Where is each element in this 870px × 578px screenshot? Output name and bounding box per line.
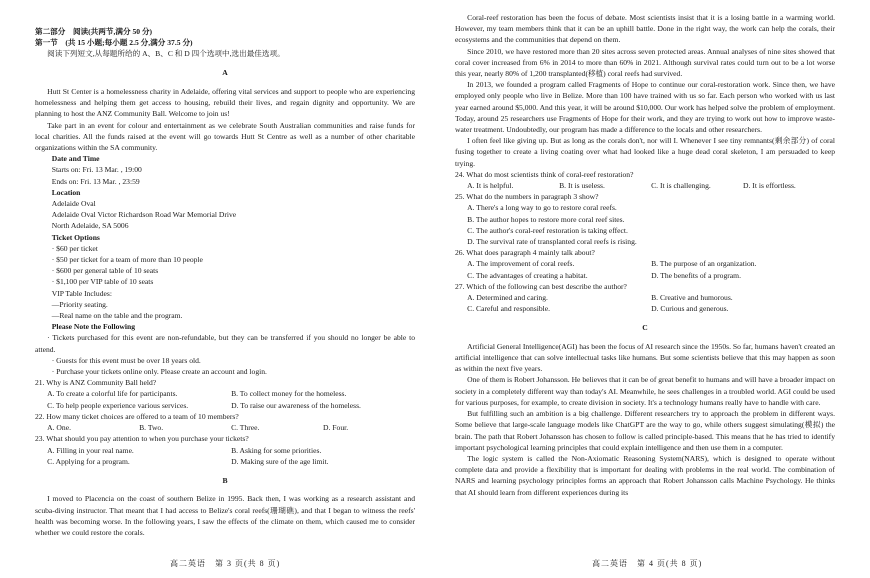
passage-a-paragraph-2: Take part in an event for colour and entertainment as we celebrate South Australian communities and raise funds for local charities. All the funds raised at the event will go towards Hutt St Centre as well as a number of other charitable organizations within the SA community.: [35, 120, 415, 153]
instructions: 阅读下列短文,从每题所给的 A、B、C 和 D 四个选项中,选出最佳选项。: [47, 49, 285, 59]
end-time: Ends on: Fri. 13 Mar. , 23:59: [51, 176, 140, 186]
option-25d: D. The survival rate of transplanted coral reefs is rising.: [467, 237, 637, 247]
question-27-options: [455, 292, 835, 314]
passage-c-label: C: [642, 323, 648, 333]
option-21b: B. To collect money for the homeless.: [231, 389, 347, 399]
option-23c: C. Applying for a program.: [47, 456, 130, 466]
right-column: [455, 12, 835, 498]
option-27d: D. Curious and generous.: [651, 304, 729, 314]
passage-a-paragraph-1: Hutt St Center is a homelessness charity in Adelaide, offering vital services and support to people who are experiencing homelessness and helping them get access to housing, rebuild their lives, and regain dignity and opportunity. We are planning to host the ANZ Community Ball. Welcome to join us!: [35, 87, 415, 119]
passage-b-paragraph-4: In 2013, we founded a program called Fragments of Hope to continue our coral-restoration work. Since then, we have employed only people who live in Belize. More than 100 have trained with us so far. Each person who worked with us last year earned around $5,000. And this year, it will be around $10,000. Our work has helped solve the problem of employment. Today, around 25 researchers use Fragments of Hope for their work, and they are trying to work out how to improve waste-water treatment. Undoubtedly, our program has made a difference to the locals and other researchers.: [455, 80, 835, 135]
location-line-1: Adelaide Oval: [51, 199, 96, 209]
note-heading: Please Note the Following: [51, 322, 136, 332]
option-26b: B. The purpose of an organization.: [651, 259, 757, 269]
option-22c: C. Three.: [231, 423, 260, 433]
passage-c-paragraph-3: But fulfilling such an ambition is a big challenge. Different researchers try to approach the problem in different ways. Some believe that large-scale language models like ChatGPT are the way to go, while others suggest simulating(模拟) the brain. The path that Robert Johansson has chosen to follow is called principle-based. This means that he has tried to identify important psychological learning principles that could explain intelligence and then use them in a computer.: [455, 409, 835, 452]
vip-item-1: —Priority seating.: [51, 299, 108, 309]
option-25a: A. There's a long way to go to restore coral reefs.: [467, 203, 617, 213]
question-24-options: [455, 180, 835, 191]
passage-c-paragraph-2: One of them is Robert Johansson. He believes that it can be of great benefit to humans and will have a broader impact on society in a completely different way than today's AI. Meanwhile, he sees challenges in a troubled world. AGI could be used for various purposes, for example, to create division in society. It's a technology humans really have to handle with care.: [455, 375, 835, 407]
date-time-heading: Date and Time: [51, 154, 100, 164]
section-title: 第二部分 阅读(共两节,满分 50 分): [35, 27, 153, 36]
question-26: 26. What does paragraph 4 mainly talk about?: [455, 248, 595, 258]
note-1: · Tickets purchased for this event are non-refundable, but they can be transferred if you should no longer be able to attend.: [35, 333, 415, 354]
ticket-option-1: · $60 per ticket: [51, 243, 98, 253]
passage-c-paragraph-4: The logic system is called the Non-Axiomatic Reasoning System(NARS), which is designed to operate without complete data and provide a flexibility that is important for dealing with problems in the real world. The combination of NARS and learning psychology principles forms an approach that Robert Johansson calls Machine Psychology. He thinks that AI should learn from different experiences during its: [455, 453, 835, 497]
option-24b: B. It is useless.: [559, 181, 605, 191]
option-22a: A. One.: [47, 423, 71, 433]
option-24c: C. It is challenging.: [651, 181, 711, 191]
passage-b-paragraph-1: I moved to Placencia on the coast of southern Belize in 1995. Back then, I was working as a research assistant and scuba-diving instructor. That meant that I had access to Belize's coral reefs(珊瑚礁), and that I began to witness the reefs' health was becoming worse. In the following years, I saw the effects of the climate on them, which caused me to consider whether we could restore the corals.: [35, 494, 415, 537]
ticket-option-4: · $1,100 per VIP table of 10 seats: [51, 277, 154, 287]
option-24d: D. It is effortless.: [743, 181, 796, 191]
option-25b: B. The author hopes to restore more coral reef sites.: [467, 214, 625, 224]
ticket-options-heading: Ticket Options: [51, 232, 100, 242]
passage-c-paragraph-1: Artificial General Intelligence(AGI) has been the focus of AI research since the 1950s. So far, humans haven't created an artificial intelligence that can solve intellectual tasks like humans. But some scientists believe that this may happen as soon as within the next five years.: [455, 341, 835, 374]
ticket-option-3: · $600 per general table of 10 seats: [51, 266, 159, 276]
location-heading: Location: [51, 187, 81, 197]
vip-heading: VIP Table Includes:: [51, 288, 112, 298]
option-26d: D. The benefits of a program.: [651, 270, 741, 280]
ticket-option-2: · $50 per ticket for a team of more than 10 people: [51, 255, 203, 265]
question-27: 27. Which of the following can best describe the author?: [455, 281, 627, 291]
option-27a: A. Determined and caring.: [467, 293, 548, 303]
option-23b: B. Asking for some priorities.: [231, 445, 322, 455]
question-22-options: [35, 422, 415, 433]
option-26c: C. The advantages of creating a habitat.: [467, 270, 588, 280]
subsection-title: 第一节 (共 15 小题;每小题 2.5 分,满分 37.5 分): [35, 38, 193, 48]
vip-item-2: —Real name on the table and the program.: [51, 311, 183, 321]
page-footer-right: 高二英语 第 4 页(共 8 页): [592, 559, 703, 568]
option-22d: D. Four.: [323, 423, 349, 433]
option-21d: D. To raise our awareness of the homeless.: [231, 400, 361, 410]
left-column: [35, 26, 415, 538]
page-footer-left: 高二英语 第 3 页(共 8 页): [170, 559, 281, 568]
option-24a: A. It is helpful.: [467, 181, 514, 191]
passage-a-label: A: [222, 68, 228, 78]
option-23d: D. Making sure of the age limit.: [231, 456, 329, 466]
location-line-3: North Adelaide, SA 5006: [51, 221, 129, 231]
passage-b-paragraph-3: Since 2010, we have restored more than 20 sites across seven protected areas. Annual analyses of nine sites showed that coral cover increased from 6% in 2014 to more than 60% in 2021. Although survival rates could turn out to be a lot worse this year, nearly 80% of 1,200 transplanted(移植) coral reefs had survived.: [455, 46, 835, 79]
question-22: 22. How many ticket choices are offered to a team of 10 members?: [35, 411, 239, 421]
passage-b-label: B: [222, 475, 228, 485]
option-27b: B. Creative and humorous.: [651, 293, 733, 303]
note-2: · Guests for this event must be over 18 years old.: [51, 355, 201, 365]
option-22b: B. Two.: [139, 423, 164, 433]
start-time: Starts on: Fri. 13 Mar. , 19:00: [51, 165, 142, 175]
question-24: 24. What do most scientists think of coral-reef restoration?: [455, 169, 634, 179]
option-21c: C. To help people experience various services.: [47, 400, 189, 410]
location-line-2: Adelaide Oval Victor Richardson Road War Memorial Drive: [51, 210, 237, 220]
question-25: 25. What do the numbers in paragraph 3 show?: [455, 192, 599, 202]
passage-b-paragraph-5: I often feel like giving up. But as long as the corals don't, nor will I. Whenever I see tiny remnants(剩余部分) of coral fusing together to create a living coating over what had looked like a huge dead coral skeleton, I am persuaded to keep trying.: [455, 136, 835, 168]
question-21: 21. Why is ANZ Community Ball held?: [35, 378, 157, 388]
passage-b-paragraph-2: Coral-reef restoration has been the focus of debate. Most scientists insist that it is a losing battle in a warming world. However, my team members think that it can be an uphill battle. Done in the right way, the work can help the corals, their ecosystems and the communities that depend on them.: [455, 13, 835, 45]
question-23-options: [35, 445, 415, 467]
question-23: 23. What should you pay attention to when you purchase your tickets?: [35, 434, 249, 444]
option-25c: C. The author's coral-reef restoration is taking effect.: [467, 225, 628, 235]
option-26a: A. The improvement of coral reefs.: [467, 259, 575, 269]
option-23a: A. Filling in your real name.: [47, 445, 134, 455]
option-21a: A. To create a colorful life for participants.: [47, 389, 178, 399]
option-27c: C. Careful and responsible.: [467, 304, 551, 314]
note-3: · Purchase your tickets online only. Please create an account and login.: [51, 367, 267, 377]
question-26-options: [455, 258, 835, 280]
question-21-options: [35, 388, 415, 410]
